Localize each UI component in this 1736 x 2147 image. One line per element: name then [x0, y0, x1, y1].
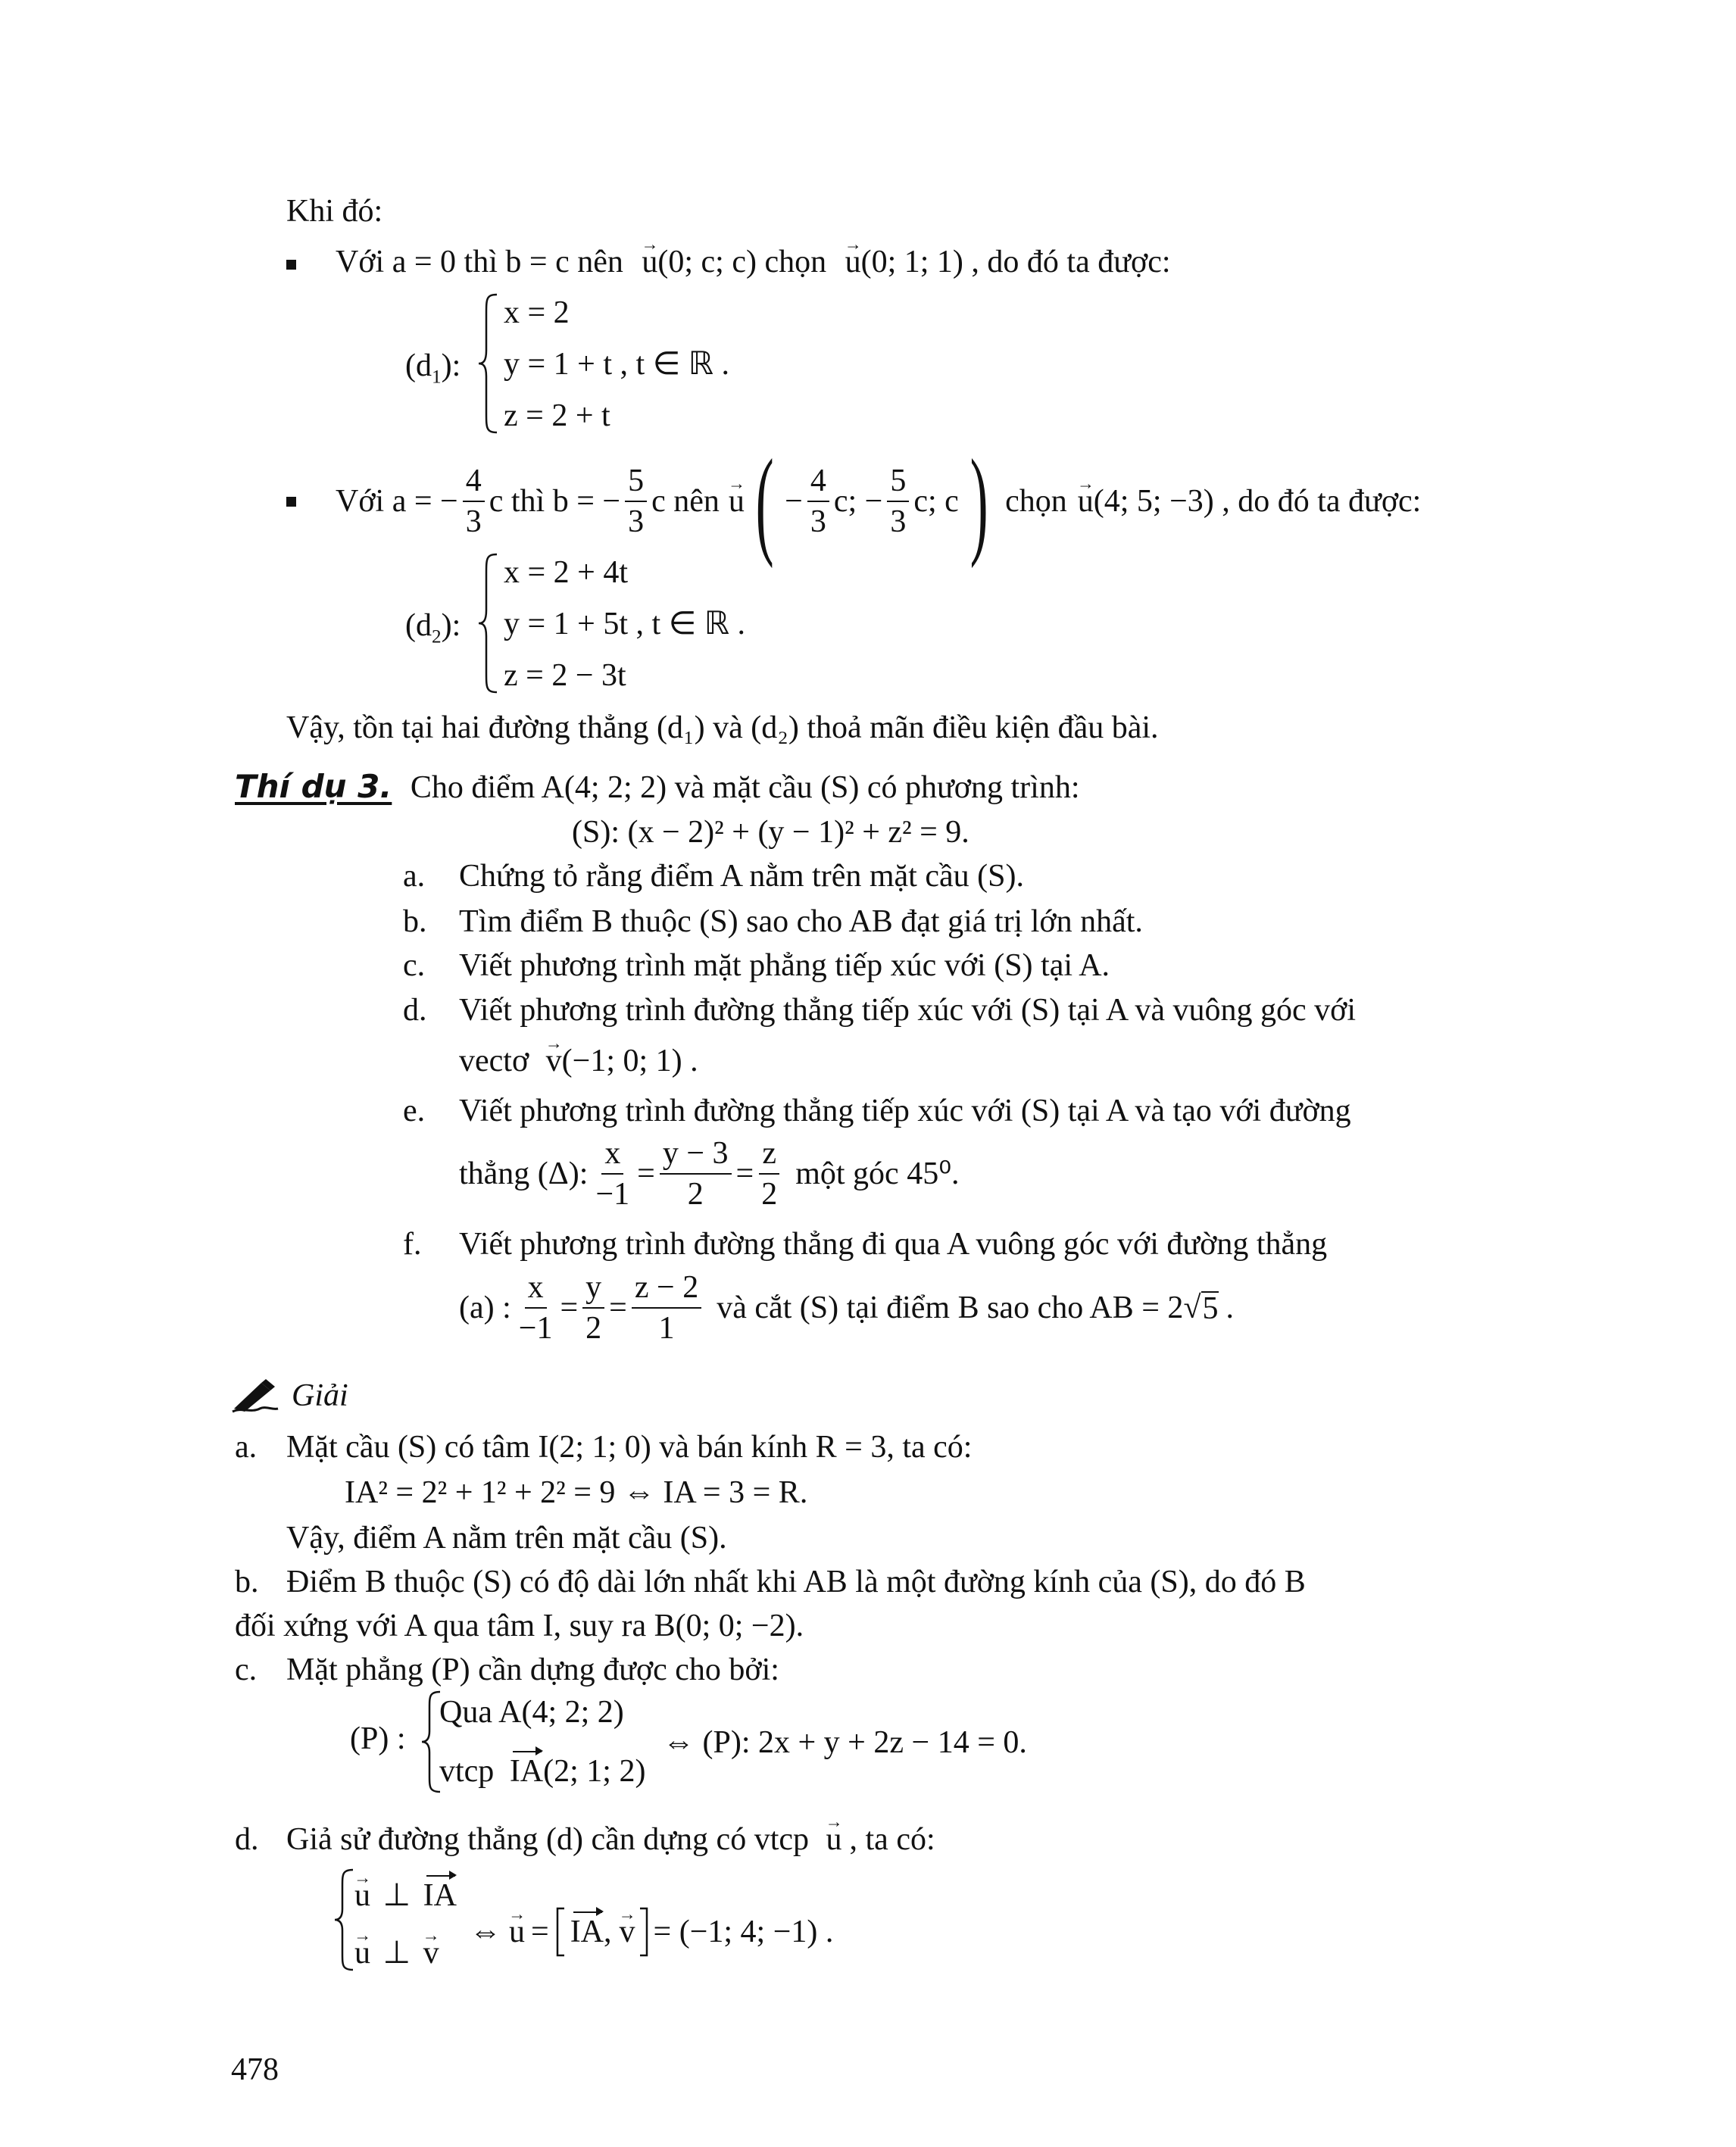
fraction-y: $\frac{y - 3}{2}$ — [660, 1137, 732, 1211]
solution-label: Giải — [292, 1378, 348, 1413]
fraction-4-3: $\frac{4}{3}$ — [463, 464, 485, 538]
sol-c-line-1: Mặt phẳng (P) cần dựng được cho bởi: — [286, 1652, 779, 1687]
case2-minus: − — [785, 484, 803, 519]
case1-text-3: (0; 1; 1) , do đó ta được: — [860, 245, 1171, 279]
case2-choose: chọn — [1005, 484, 1067, 519]
item-f-letter: f. — [403, 1227, 422, 1262]
bullet-icon — [286, 260, 296, 270]
equals-sign: = — [735, 1156, 754, 1191]
item-b-text: Tìm điểm B thuộc (S) sao cho AB đạt giá trị lớn nhất. — [459, 904, 1143, 939]
sol-b-letter: b. — [235, 1565, 259, 1599]
item-d-text-2: vectơ → v(−1; 0; 1) . — [459, 1045, 698, 1077]
vector-v: → v — [546, 1045, 562, 1077]
page-number: 478 — [231, 2052, 279, 2087]
sol-c-letter: c. — [235, 1652, 258, 1687]
item-a-text: Chứng tỏ rằng điểm A nằm trên mặt cầu (S). — [459, 859, 1024, 894]
equals-sign: = — [560, 1290, 579, 1325]
fraction-5-3: $\frac{5}{3}$ — [887, 464, 909, 538]
cond-u-perp-IA: → u ⊥ IA — [354, 1880, 457, 1911]
d2-eq-z: z = 2 − 3t — [504, 658, 626, 693]
case2-end: c; c — [913, 484, 959, 519]
bullet-icon — [286, 497, 296, 507]
case2-mid: c; − — [833, 484, 883, 519]
cross-product-result: ⇔ → u = IA , → v = (−1; 4; −1) . — [470, 1907, 833, 1957]
left-bracket — [555, 1907, 566, 1957]
case2-text-2: c thì b = − — [489, 484, 621, 519]
fraction-z: $\frac{z}{2}$ — [758, 1137, 780, 1211]
vector-u: → u — [1078, 485, 1094, 517]
case2-text-5: (4; 5; −3) , do đó ta được: — [1093, 484, 1422, 519]
equals-sign: = — [609, 1290, 627, 1325]
d2-eq-y: y = 1 + 5t , t ∈ ℝ . — [504, 607, 746, 641]
vector-u: → u — [642, 246, 657, 278]
d1-eq-x: x = 2 — [504, 295, 570, 330]
fraction-z: $\frac{z - 2}{1}$ — [632, 1271, 701, 1345]
d2-eq-x: x = 2 + 4t — [504, 555, 629, 590]
example-3-line — [235, 768, 1080, 805]
item-f-text-2: (a) : $\frac{x}{-1}$ = $\frac{y}{2}$ = $\frac{z - 2}{1}$ và cắt (S) tại điểm B sao cho AB = 2 √ 5 . — [459, 1269, 1234, 1346]
fraction-x: $\frac{x}{-1}$ — [595, 1135, 630, 1212]
plane-through: Qua A(4; 2; 2) — [439, 1695, 624, 1730]
d1-label: $(d_1)$: — [405, 348, 461, 388]
fraction-x: $\frac{x}{-1}$ — [518, 1269, 553, 1346]
case1-line — [286, 246, 1171, 278]
item-e-text: Viết phương trình đường thẳng tiếp xúc với (S) tại A và tạo với đường — [459, 1094, 1351, 1128]
item-d-text: Viết phương trình đường thẳng tiếp xúc với (S) tại A và vuông góc với — [459, 993, 1357, 1028]
left-brace — [477, 551, 500, 695]
d1-eq-y: y = 1 + t , t ∈ ℝ . — [504, 347, 730, 382]
d1-eq-z: z = 2 + t — [504, 398, 610, 433]
item-c-letter: c. — [403, 948, 426, 983]
case2-text-3: c nên — [651, 484, 720, 519]
vector-u: → u — [729, 485, 745, 517]
fraction-5-3: $\frac{5}{3}$ — [625, 464, 647, 538]
plane-label: (P) : — [350, 1721, 406, 1756]
conclusion-text: Vậy, tồn tại hai đường thẳng (d₁) và (d₂) thoả mãn điều kiện đầu bài. — [286, 710, 1159, 745]
case1-text-2: (0; c; c) chọn — [657, 245, 827, 279]
sol-a-line-3: Vậy, điểm A nằm trên mặt cầu (S). — [286, 1521, 727, 1556]
cond-u-perp-v: → u ⊥ → v — [354, 1937, 439, 1969]
item-e-letter: e. — [403, 1094, 426, 1128]
item-f-text: Viết phương trình đường thẳng đi qua A vuông góc với đường thẳng — [459, 1227, 1328, 1262]
case1-text-1: Với a = 0 thì b = c nên — [336, 245, 623, 279]
sqrt-sign: √ — [1183, 1290, 1201, 1325]
left-paren: ( — [755, 434, 774, 569]
sol-b-line-1: Điểm B thuộc (S) có độ dài lớn nhất khi AB là một đường kính của (S), do đó B — [286, 1565, 1306, 1599]
case2-text-1: Với a = − — [336, 484, 458, 519]
sol-b-line-2: đối xứng với A qua tâm I, suy ra B(0; 0; −2). — [235, 1609, 804, 1643]
example-heading: Thí dụ 3. — [235, 768, 392, 805]
left-brace — [477, 292, 500, 435]
item-c-text: Viết phương trình mặt phẳng tiếp xúc với (S) tại A. — [459, 948, 1110, 983]
right-paren: ) — [969, 434, 988, 569]
pen-writing-icon — [231, 1378, 279, 1413]
sol-a-line-1: Mặt cầu (S) có tâm I(2; 1; 0) và bán kính R = 3, ta có: — [286, 1430, 973, 1465]
fraction-4-3: $\frac{4}{3}$ — [807, 464, 829, 538]
item-b-letter: b. — [403, 904, 427, 939]
vector-u: → u — [826, 1824, 842, 1855]
solution-header — [231, 1378, 348, 1413]
sol-a-line-2: IA² = 2² + 1² + 2² = 9 ⇔ IA = 3 = R. — [345, 1475, 808, 1510]
sol-d-letter: d. — [235, 1822, 259, 1857]
item-a-letter: a. — [403, 859, 426, 894]
sphere-equation: (S): (x − 2)² + (y − 1)² + z² = 9. — [572, 815, 969, 850]
vector-u: → u — [845, 246, 861, 278]
sqrt-value: 5 — [1202, 1291, 1219, 1326]
example-intro: Cho điểm A(4; 2; 2) và mặt cầu (S) có phương trình: — [410, 770, 1080, 805]
item-e-text-2: thẳng (Δ): $\frac{x}{-1}$ = $\frac{y - 3}{2}$ = $\frac{z}{2}$ một góc 45⁰. — [459, 1135, 960, 1212]
item-d-letter: d. — [403, 993, 427, 1028]
plane-normal: vtcp IA(2; 1; 2) — [439, 1754, 646, 1789]
left-brace — [333, 1867, 356, 1973]
sol-a-letter: a. — [235, 1430, 258, 1465]
fraction-y: $\frac{y}{2}$ — [582, 1271, 604, 1345]
vector-IA: IA — [509, 1754, 544, 1789]
khi-do-text: Khi đó: — [286, 194, 383, 229]
case2-line — [286, 434, 1422, 569]
equals-sign: = — [637, 1156, 655, 1191]
d2-label: $(d_2)$: — [405, 608, 461, 648]
plane-result: ⇔ (P): 2x + y + 2z − 14 = 0. — [663, 1725, 1027, 1760]
right-bracket — [639, 1907, 649, 1957]
sol-d-line-1: Giả sử đường thẳng (d) cần dựng có vtcp → u , ta có: — [286, 1824, 935, 1855]
